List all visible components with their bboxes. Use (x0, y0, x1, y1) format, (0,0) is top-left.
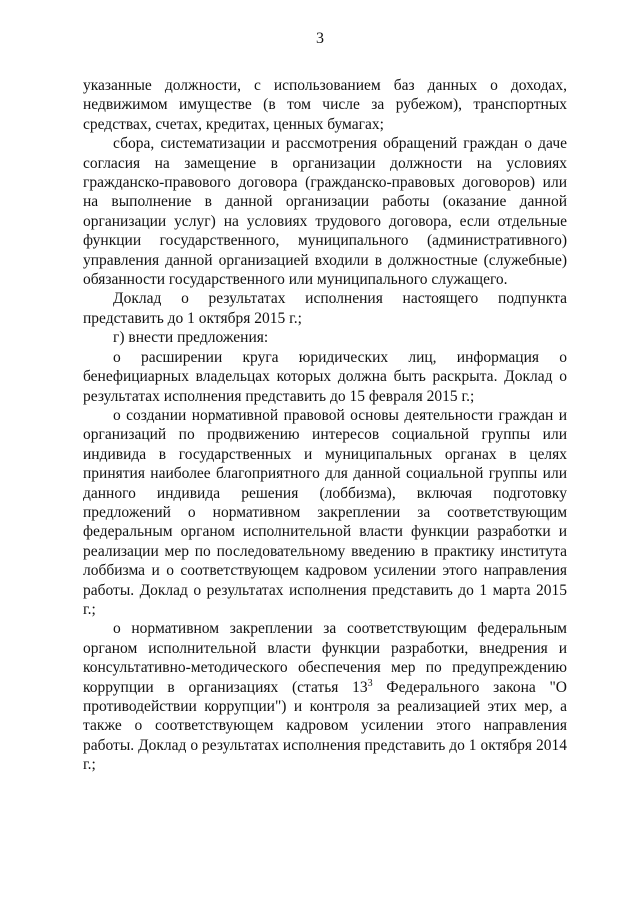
paragraph-appeals-collection: сбора, систематизации и рассмотрения обращений граждан о даче согласия на замещение в организации должности на условиях гражданско-правового договора (гражданско-правовых договоров) или на выполнение в данной организации работы (оказание данной организации услуг) на условиях трудового договора, если отдельные функции государственного, муниципального (административного) управления данной организацией входили в должностные (служебные) обязанности государственного или муниципального служащего. (83, 135, 567, 289)
paragraph-anticorruption-part1: о нормативном закреплении за соответствующим федеральным органом исполнительной власти функции разработки, внедрения и консультативно-методического обеспечения мер по предупреждению коррупции в организациях (статья 13 (83, 620, 567, 696)
page-number: 3 (316, 30, 324, 47)
paragraph-subpoint-g: г) внести предложения: (113, 329, 269, 347)
paragraph-lobbying: о создании нормативной правовой основы деятельности граждан и организаций по продвижению интересов социальной группы или индивида в государственных и муниципальных органах в целях принятия наиболее благоприятного для данной социальной группы или данного индивида решения (лоббизма), включая подготовку предложений о нормативном закреплении за соответствующим федеральным органом исполнительной власти функции разработки и реализации мер по последовательному введению в практику института лоббизма и о соответствующем кадровом усилении этого направления работы. Доклад о результатах исполнения представить до 1 марта 2015 г.; (83, 406, 567, 618)
paragraph-anticorruption-part2: Федерального закона "О противодействии коррупции") и контроля за реализацией этих мер, а также о соответствующем кадровом усилении этого направления работы. Доклад о результатах исполнения представить до 1 октября 2014 г.; (83, 678, 567, 774)
article-superscript: 3 (367, 677, 373, 689)
paragraph-report-deadline: Доклад о результатах исполнения настоящего подпункта представить до 1 октября 2015 г.; (83, 290, 567, 327)
paragraph-anticorruption (83, 619, 567, 774)
document-body (83, 76, 567, 775)
paragraph-continuation: указанные должности, с использованием баз данных о доходах, недвижимом имуществе (в том числе за рубежом), транспортных средствах, счетах, кредитах, ценных бумагах; (83, 77, 567, 133)
paragraph-beneficiaries: о расширении круга юридических лиц, информация о бенефициарных владельцах которых должна быть раскрыта. Доклад о результатах исполнения представить до 15 февраля 2015 г.; (83, 348, 567, 405)
